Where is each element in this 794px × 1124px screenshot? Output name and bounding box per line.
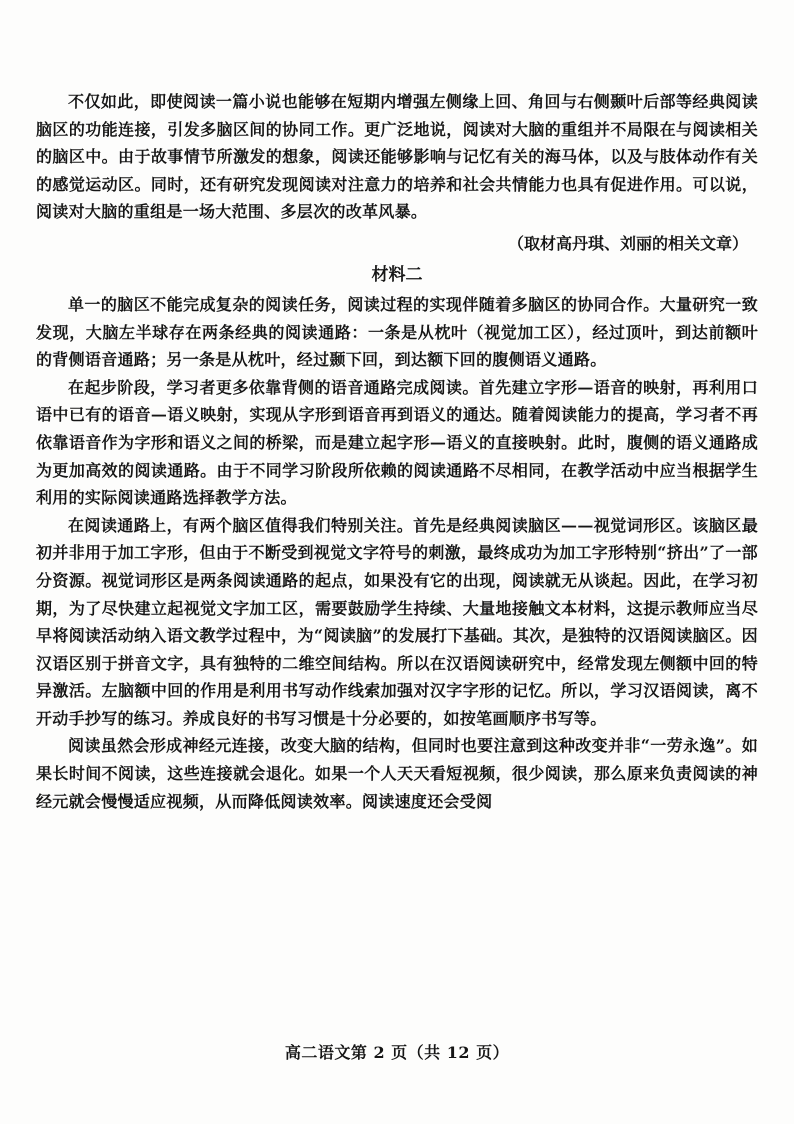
- page-footer: 高二语文第 2 页（共 12 页）: [284, 1043, 510, 1062]
- paragraph: 单一的脑区不能完成复杂的阅读任务，阅读过程的实现伴随着多脑区的协同合作。大量研究一致发现，大脑左半球存在两条经典的阅读通路：一条是从枕叶（视觉加工区），经过顶叶，到达前额叶的背侧语音通路；另一条是从枕叶，经过颞下回，到达额下回的腹侧语义通路。: [36, 294, 758, 370]
- source-citation: （取材高丹琪、刘丽的相关文章）: [507, 233, 748, 253]
- paragraph: 在阅读通路上，有两个脑区值得我们特别关注。首先是经典阅读脑区——视觉词形区。该脑区最初并非用于加工字形，但由于不断受到视觉文字符号的刺激，最终成功为加工字形特别“挤出”了一部分资源。视觉词形区是两条阅读通路的起点，如果没有它的出现，阅读就无从谈起。因此，在学习初期，为了尽快建立起视觉文字加工区，需要鼓励学生持续、大量地接触文本材料，这提示教师应当尽早将阅读活动纳入语文教学过程中，为“阅读脑”的发展打下基础。其次，是独特的汉语阅读脑区。因汉语区别于拼音文字，具有独特的二维空间结构。所以在汉语阅读研究中，经常发现左侧额中回的特异激活。左脑额中回的作用是利用书写动作线索加强对汉字字形的记忆。所以，学习汉语阅读，离不开动手抄写的练习。养成良好的书写习惯是十分必要的，如按笔画顺序书写等。: [36, 515, 758, 728]
- paragraph: 阅读虽然会形成神经元连接，改变大脑的结构，但同时也要注意到这种改变并非“一劳永逸”。如果长时间不阅读，这些连接就会退化。如果一个人天天看短视频，很少阅读，那么原来负责阅读的神经元就会慢慢适应视频，从而降低阅读效率。阅读速度还会受阅: [36, 736, 758, 811]
- page-content: [36, 74, 758, 815]
- paragraph-top: 不仅如此，即使阅读一篇小说也能够在短期内增强左侧缘上回、角回与右侧颞叶后部等经典阅读脑区的功能连接，引发多脑区间的协同工作。更广泛地说，阅读对大脑的重组并不局限在与阅读相关的脑区中。由于故事情节所激发的想象，阅读还能够影响与记忆有关的海马体，以及与肢体动作有关的感觉运动区。同时，还有研究发现阅读对注意力的培养和社会共情能力也具有促进作用。可以说，阅读对大脑的重组是一场大范围、多层次的改革风暴。: [36, 92, 758, 222]
- paragraph: 在起步阶段，学习者更多依靠背侧的语音通路完成阅读。首先建立字形—语音的映射，再利用口语中已有的语音—语义映射，实现从字形到语音再到语义的通达。随着阅读能力的提高，学习者不再依靠语音作为字形和语义之间的桥梁，而是建立起字形—语义的直接映射。此时，腹侧的语义通路成为更加高效的阅读通路。由于不同学习阶段所依赖的阅读通路不尽相同，在教学活动中应当根据学生利用的实际阅读通路选择教学方法。: [36, 377, 758, 508]
- section-title: 材料二: [371, 264, 423, 285]
